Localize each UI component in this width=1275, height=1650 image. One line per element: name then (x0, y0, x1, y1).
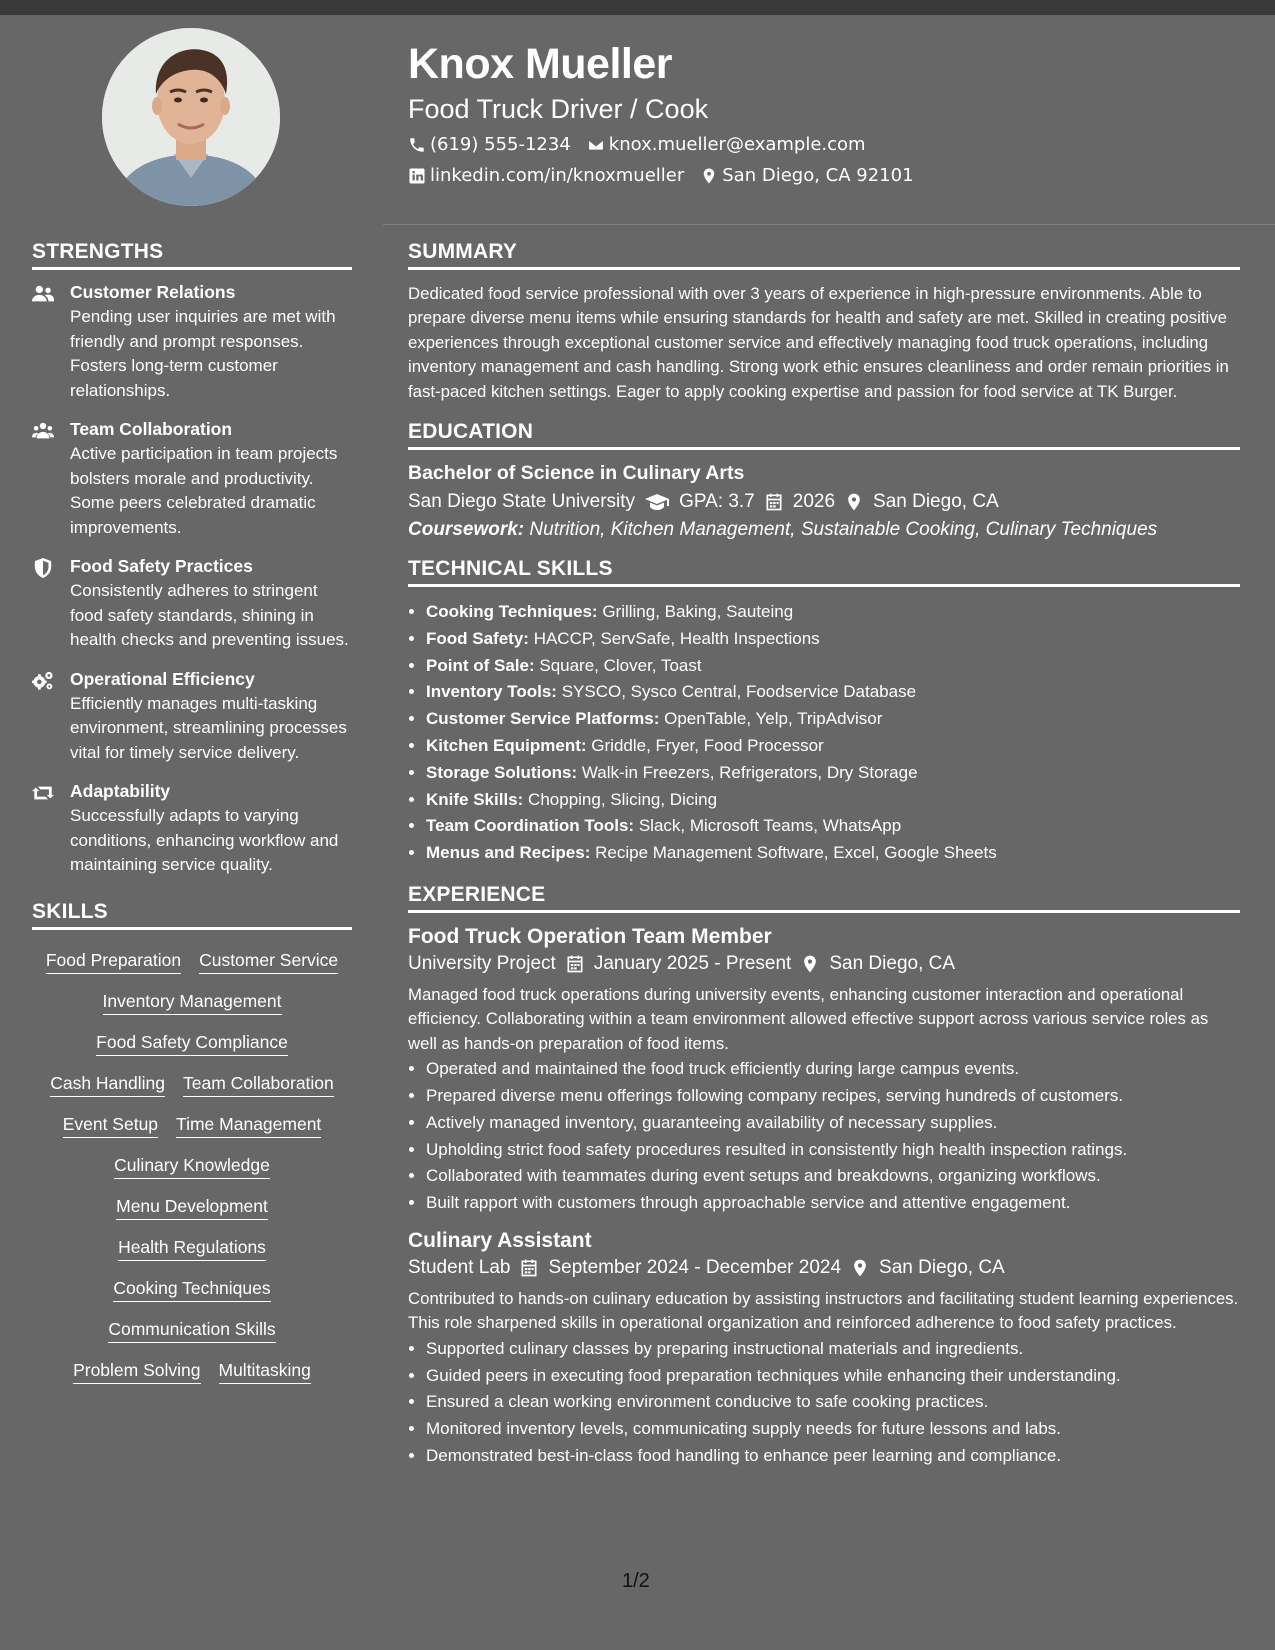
job-org: University Project (408, 953, 556, 974)
experience-heading: EXPERIENCE (408, 883, 1240, 913)
skill-row (32, 1114, 352, 1138)
job-bullet: • Operated and maintained the food truck efficiently during large campus events. (426, 1056, 1240, 1083)
coursework-label: Coursework: (408, 519, 525, 541)
map-pin-icon (800, 954, 820, 974)
skill-row (32, 1278, 352, 1302)
job-bullet: • Monitored inventory levels, communicating supply needs for future lessons and labs. (426, 1416, 1240, 1443)
job-org: Student Lab (408, 1257, 511, 1278)
strength-item (32, 556, 352, 653)
technical-skill-item (426, 706, 1240, 733)
job-dates: September 2024 - December 2024 (548, 1257, 842, 1278)
job-bullet: • Demonstrated best-in-class food handling to enhance peer learning and compliance. (426, 1443, 1240, 1470)
candidate-role: Food Truck Driver / Cook (408, 94, 709, 124)
calendar-icon (764, 492, 784, 512)
job-summary: Contributed to hands-on culinary education by assisting instructors and facilitating student learning experiences. This role sharpened skills in operational organization and reinforced adherence to food safety practices. (408, 1289, 1239, 1333)
technical-skill-label: Inventory Tools: (426, 682, 557, 702)
job-bullet: • Guided peers in executing food preparation techniques while enhancing their understanding. (426, 1363, 1240, 1390)
calendar-icon (565, 954, 585, 974)
map-pin-icon (700, 167, 718, 185)
technical-skill-item (426, 787, 1240, 814)
technical-skill-item (426, 626, 1240, 653)
team-icon (32, 421, 54, 441)
technical-skill-label: Point of Sale: (426, 655, 535, 675)
strength-title: Team Collaboration (70, 419, 233, 439)
job-bullet: • Built rapport with customers through approachable service and attentive engagement. (426, 1190, 1240, 1217)
left-column (32, 240, 352, 1401)
strength-desc: Consistently adheres to stringent food safety standards, shining in health checks and preventing issues. (70, 581, 349, 649)
skill-tag: Menu Development (116, 1196, 268, 1220)
email-contact[interactable] (587, 134, 866, 155)
skill-tag: Communication Skills (108, 1319, 275, 1343)
technical-skill-value: SYSCO, Sysco Central, Foodservice Database (561, 682, 917, 702)
coursework (408, 519, 1240, 541)
strength-title: Adaptability (70, 781, 171, 801)
degree-title: Bachelor of Science in Culinary Arts (408, 462, 745, 485)
skill-tag: Customer Service (199, 950, 338, 974)
phone-icon (408, 136, 426, 154)
technical-skill-item (426, 599, 1240, 626)
technical-skill-value: OpenTable, Yelp, TripAdvisor (664, 709, 883, 729)
technical-skill-label: Storage Solutions: (426, 762, 578, 782)
retweet-icon (32, 783, 54, 803)
strength-desc: Pending user inquiries are met with friendly and prompt responses. Fosters long-term customer relationships. (70, 307, 336, 400)
top-bar (0, 0, 1275, 15)
job-location: San Diego, CA (879, 1257, 1005, 1278)
technical-skill-value: Walk-in Freezers, Refrigerators, Dry Storage (581, 762, 918, 782)
technical-skills-heading: TECHNICAL SKILLS (408, 557, 1240, 587)
gears-icon (32, 671, 54, 691)
technical-skill-item (426, 679, 1240, 706)
skill-tag: Food Safety Compliance (96, 1032, 288, 1056)
skill-tag: Cash Handling (50, 1073, 165, 1097)
school-name: San Diego State University (408, 491, 636, 513)
page-number: 1/2 (622, 1570, 650, 1592)
skill-row (32, 1360, 352, 1384)
coursework-list: Nutrition, Kitchen Management, Sustainable Cooking, Culinary Techniques (529, 519, 1158, 541)
education-location: San Diego, CA (873, 491, 999, 513)
technical-skill-item (426, 813, 1240, 840)
technical-skill-value: Recipe Management Software, Excel, Google Sheets (595, 843, 997, 863)
location-text: San Diego, CA 92101 (722, 165, 914, 186)
skill-tag: Team Collaboration (183, 1073, 334, 1097)
skill-tag: Time Management (176, 1114, 321, 1138)
job-bullet: • Actively managed inventory, guaranteeing availability of necessary supplies. (426, 1110, 1240, 1137)
contact-row-2 (408, 165, 914, 186)
job-entry (408, 1229, 1240, 1470)
job-bullets (408, 1056, 1240, 1217)
technical-skill-label: Food Safety: (426, 628, 529, 648)
technical-skill-label: Customer Service Platforms: (426, 709, 660, 729)
skills-list (32, 950, 352, 1384)
strength-title: Food Safety Practices (70, 556, 253, 576)
strength-desc: Active participation in team projects bolsters morale and productivity. Some peers celebrated dramatic improvements. (70, 444, 338, 537)
job-dates: January 2025 - Present (593, 953, 792, 974)
skill-row (32, 1155, 352, 1179)
technical-skill-label: Cooking Techniques: (426, 602, 598, 622)
technical-skill-label: Team Coordination Tools: (426, 816, 635, 836)
strength-desc: Successfully adapts to varying conditions, enhancing workflow and maintaining service quality. (70, 806, 339, 874)
candidate-name: Knox Mueller (408, 40, 672, 88)
skill-row (32, 1032, 352, 1056)
skill-row (32, 1237, 352, 1261)
skill-tag: Inventory Management (103, 991, 282, 1015)
envelope-icon (587, 136, 605, 154)
header-divider (383, 224, 1275, 225)
summary-heading: SUMMARY (408, 240, 1240, 270)
education-meta (408, 491, 1240, 513)
experience-list (408, 925, 1240, 1470)
strength-title: Customer Relations (70, 282, 236, 302)
contact-row-1 (408, 134, 866, 155)
technical-skill-value: Square, Clover, Toast (539, 655, 702, 675)
strength-item (32, 419, 352, 540)
linkedin-text[interactable]: linkedin.com/in/knoxmueller (430, 165, 685, 186)
strength-item (32, 282, 352, 403)
technical-skill-value: Chopping, Slicing, Dicing (528, 789, 718, 809)
job-summary: Managed food truck operations during university events, enhancing customer interaction and operational efficiency. Collaborating within a team environment allowed effective support across various service roles as well as hands-on preparation of food items. (408, 985, 1209, 1053)
skill-tag: Health Regulations (118, 1237, 266, 1261)
technical-skill-value: Slack, Microsoft Teams, WhatsApp (638, 816, 902, 836)
job-bullets (408, 1336, 1240, 1470)
job-bullet: • Prepared diverse menu offerings following company recipes, serving hundreds of customers. (426, 1083, 1240, 1110)
skill-tag: Food Preparation (46, 950, 181, 974)
job-title: Culinary Assistant (408, 1229, 592, 1252)
technical-skill-label: Kitchen Equipment: (426, 736, 587, 756)
skill-row (32, 1073, 352, 1097)
shield-icon (32, 558, 54, 578)
phone-contact (408, 134, 571, 155)
technical-skill-item (426, 760, 1240, 787)
map-pin-icon (850, 1258, 870, 1278)
strength-desc: Efficiently manages multi-tasking environment, streamlining processes vital for timely service delivery. (70, 693, 347, 762)
gpa: GPA: 3.7 (679, 491, 755, 513)
job-meta (408, 1257, 1240, 1279)
job-meta (408, 953, 1240, 975)
job-entry (408, 925, 1240, 1217)
skill-row (32, 1319, 352, 1343)
technical-skill-value: Grilling, Baking, Sauteing (602, 602, 794, 622)
strength-item (32, 669, 352, 766)
job-title: Food Truck Operation Team Member (408, 925, 772, 948)
email-text[interactable]: knox.mueller@example.com (608, 134, 866, 155)
phone-text: (619) 555-1234 (430, 134, 571, 155)
users-icon (32, 284, 54, 304)
technical-skill-item (426, 653, 1240, 680)
skills-heading: SKILLS (32, 900, 352, 930)
linkedin-icon (408, 167, 426, 185)
job-bullet: • Ensured a clean working environment conducive to safe cooking practices. (426, 1389, 1240, 1416)
profile-photo (102, 28, 280, 206)
linkedin-contact[interactable] (408, 165, 684, 186)
summary-text: Dedicated food service professional with over 3 years of experience in high-pressure environments. Able to prepare diverse menu items while ensuring standards for health and safety are met. Skilled in creating positive experiences through exceptional customer service and effectively managing food truck operations, including inventory management and cash handling. Strong work ethic ensures cleanliness and order remain priorities in fast-paced kitchen settings. Eager to apply cooking expertise and passion for food service at TK Burger. (408, 284, 1229, 401)
education-heading: EDUCATION (408, 420, 1240, 450)
graduation-cap-icon (644, 492, 670, 512)
technical-skill-value: Griddle, Fryer, Food Processor (591, 736, 824, 756)
calendar-icon (519, 1258, 539, 1278)
skill-row (32, 1196, 352, 1220)
skill-tag: Culinary Knowledge (114, 1155, 270, 1179)
technical-skill-label: Knife Skills: (426, 789, 524, 809)
skill-tag: Problem Solving (73, 1360, 200, 1384)
skill-tag: Multitasking (219, 1360, 311, 1384)
strength-item (32, 781, 352, 878)
strengths-heading: STRENGTHS (32, 240, 352, 270)
skill-tag: Event Setup (63, 1114, 158, 1138)
technical-skill-label: Menus and Recipes: (426, 843, 591, 863)
skill-tag: Cooking Techniques (113, 1278, 270, 1302)
skill-row (32, 950, 352, 974)
job-bullet: • Upholding strict food safety procedures resulted in consistently high health inspection ratings. (426, 1137, 1240, 1164)
skill-row (32, 991, 352, 1015)
technical-skills-list (408, 599, 1240, 867)
location-contact (700, 165, 913, 186)
technical-skill-item (426, 733, 1240, 760)
right-column (408, 240, 1240, 1486)
job-bullet: • Supported culinary classes by preparing instructional materials and ingredients. (426, 1336, 1240, 1363)
map-pin-icon (844, 492, 864, 512)
technical-skill-item (426, 840, 1240, 867)
graduation-year: 2026 (792, 491, 836, 513)
job-bullet: • Collaborated with teammates during event setups and breakdowns, organizing workflows. (426, 1163, 1240, 1190)
strength-title: Operational Efficiency (70, 668, 255, 689)
technical-skill-value: HACCP, ServSafe, Health Inspections (533, 628, 820, 648)
job-location: San Diego, CA (829, 953, 956, 974)
